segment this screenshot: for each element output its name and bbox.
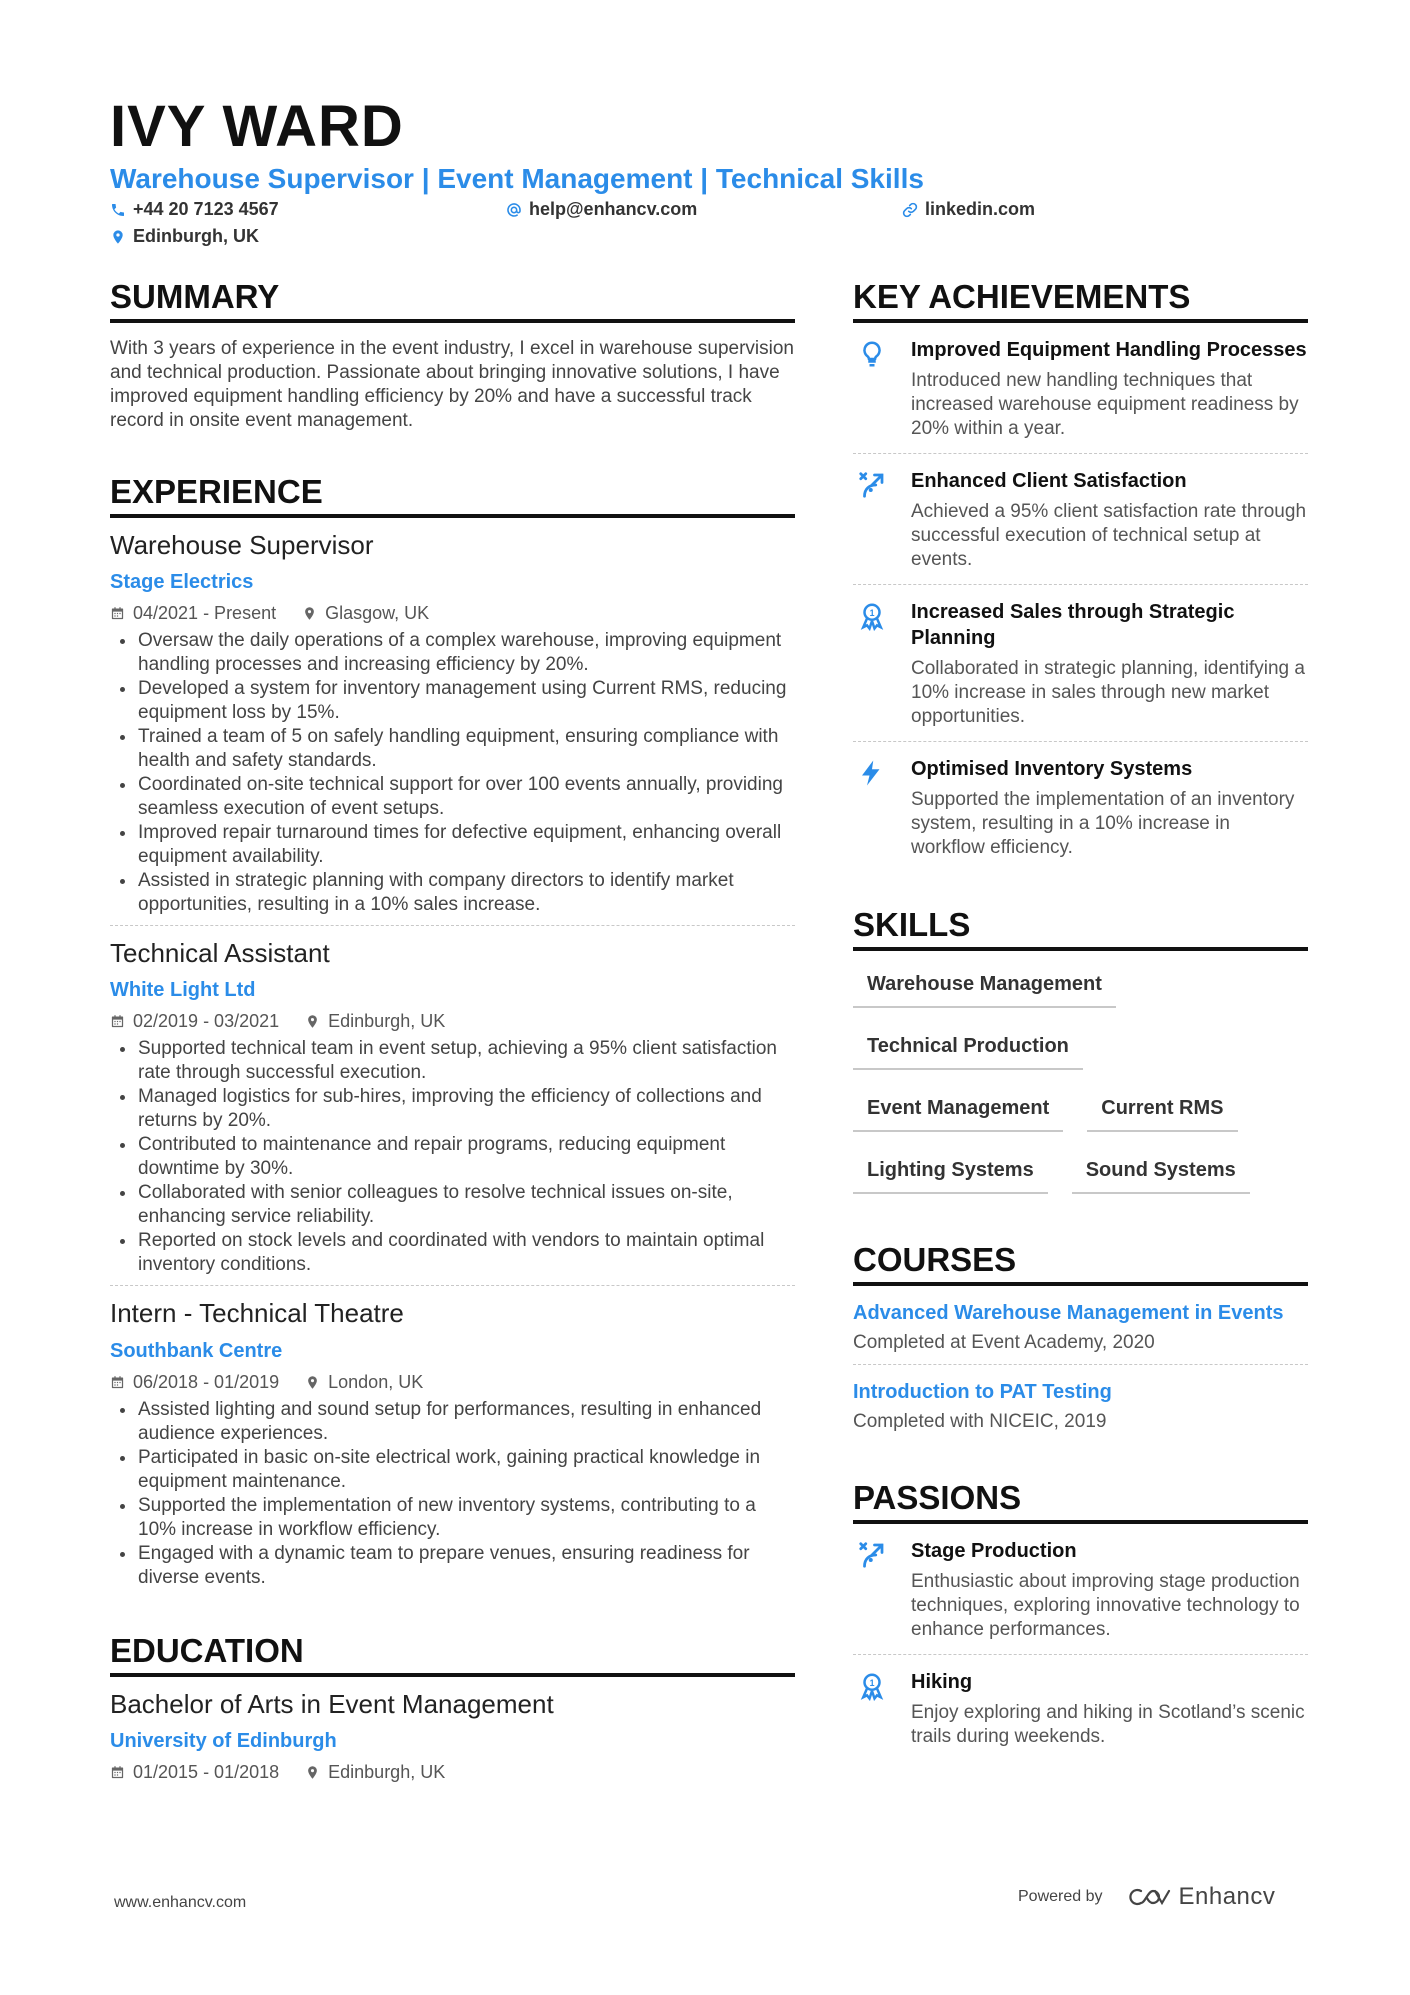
location-pin-icon [305, 1375, 320, 1390]
summary-heading: SUMMARY [110, 280, 795, 323]
job-title: Technical Assistant [110, 938, 330, 969]
phone-icon [110, 202, 126, 218]
job-bullets [110, 1398, 795, 1590]
bullet-item: Improved repair turnaround times for defective equipment, enhancing overall equipment availability. [110, 821, 795, 869]
achievement-desc: Achieved a 95% client satisfaction rate through successful execution of technical setup at events. [911, 501, 1307, 570]
achievement-desc: Collaborated in strategic planning, identifying a 10% increase in sales through new market opportunities. [911, 658, 1305, 727]
skills-section [853, 908, 1308, 1211]
bullet-item: Contributed to maintenance and repair programs, reducing equipment downtime by 30%. [110, 1133, 795, 1181]
strategy-icon [857, 1540, 887, 1570]
skill-tag: Warehouse Management [853, 963, 1116, 1008]
link-icon [902, 202, 918, 218]
job-dates [110, 603, 276, 624]
education-item [110, 1677, 795, 1791]
job-dates-text: 02/2019 - 03/2021 [133, 1011, 280, 1032]
course-item [853, 1286, 1308, 1364]
skill-tag: Sound Systems [1072, 1149, 1250, 1194]
location-pin-icon [110, 229, 126, 245]
location-pin-icon [305, 1014, 320, 1029]
achievement-item [853, 453, 1308, 584]
experience-section [110, 475, 795, 1598]
bullet-item: Managed logistics for sub-hires, improving the efficiency of collections and returns by 20%. [110, 1085, 795, 1133]
medal-icon [857, 1671, 887, 1701]
education-section [110, 1631, 795, 1791]
achievements-heading: KEY ACHIEVEMENTS [853, 280, 1308, 323]
achievement-item [853, 584, 1308, 741]
calendar-icon [110, 606, 125, 621]
degree-title: Bachelor of Arts in Event Management [110, 1688, 554, 1719]
svg-text:1: 1 [869, 608, 875, 618]
education-meta [110, 1762, 795, 1783]
bullet-item: Engaged with a dynamic team to prepare venues, ensuring readiness for diverse events. [110, 1542, 795, 1590]
location-pin-icon [305, 1765, 320, 1780]
achievements-section [853, 280, 1308, 872]
bullet-item: Supported technical team in event setup, achieving a 95% client satisfaction rate through successful execution. [110, 1037, 795, 1085]
company-name: White Light Ltd [110, 979, 256, 1002]
courses-heading: COURSES [853, 1243, 1308, 1286]
education-dates [110, 1762, 279, 1783]
experience-item [110, 518, 795, 925]
right-column [853, 280, 1308, 1761]
achievement-desc: Introduced new handling techniques that increased warehouse equipment readiness by 20% within a year. [911, 370, 1299, 439]
job-meta [110, 1372, 795, 1393]
experience-heading: EXPERIENCE [110, 475, 795, 518]
achievement-title: Improved Equipment Handling Processes [911, 339, 1307, 361]
skill-tag: Lighting Systems [853, 1149, 1048, 1194]
candidate-headline: Warehouse Supervisor | Event Management | Technical Skills [110, 163, 924, 194]
skills-heading: SKILLS [853, 908, 1308, 951]
course-item [853, 1364, 1308, 1443]
bullet-item: Developed a system for inventory management using Current RMS, reducing equipment loss by 15%. [110, 677, 795, 725]
footer-brand [1018, 1883, 1275, 1911]
achievement-desc: Supported the implementation of an inventory system, resulting in a 10% increase in workflow efficiency. [911, 789, 1295, 858]
linkedin-text[interactable]: linkedin.com [925, 199, 1036, 219]
achievement-item [853, 741, 1308, 872]
lightning-icon [857, 758, 887, 788]
contact-email[interactable] [506, 199, 697, 220]
calendar-icon [110, 1765, 125, 1780]
skill-tag: Technical Production [853, 1025, 1083, 1070]
lightbulb-icon [857, 339, 887, 369]
passion-title: Hiking [911, 1671, 973, 1693]
experience-item [110, 925, 795, 1285]
passions-heading: PASSIONS [853, 1481, 1308, 1524]
education-location [305, 1762, 445, 1783]
location-pin-icon [302, 606, 317, 621]
achievement-title: Enhanced Client Satisfaction [911, 470, 1187, 492]
company-name: Stage Electrics [110, 571, 254, 594]
passion-item [853, 1524, 1308, 1654]
at-sign-icon [506, 202, 522, 218]
footer-website[interactable]: www.enhancv.com [114, 1894, 247, 1911]
medal-icon [857, 601, 887, 631]
job-location-text: London, UK [328, 1371, 424, 1392]
education-dates-text: 01/2015 - 01/2018 [133, 1761, 280, 1782]
location-text: Edinburgh, UK [133, 226, 259, 246]
passion-item [853, 1654, 1308, 1761]
job-location [305, 1372, 423, 1393]
job-bullets [110, 1037, 795, 1277]
experience-item [110, 1285, 795, 1597]
job-dates [110, 1372, 279, 1393]
passion-desc: Enjoy exploring and hiking in Scotland’s scenic trails during weekends. [911, 1702, 1305, 1747]
passion-desc: Enthusiastic about improving stage production techniques, exploring innovative technology to enhance performances. [911, 1571, 1300, 1640]
passions-section [853, 1481, 1308, 1761]
calendar-icon [110, 1014, 125, 1029]
job-meta [110, 603, 795, 624]
skills-list [853, 963, 1308, 1211]
bullet-item: Reported on stock levels and coordinated with vendors to maintain optimal inventory conditions. [110, 1229, 795, 1277]
bullet-item: Supported the implementation of new inventory systems, contributing to a 10% increase in workflow efficiency. [110, 1494, 795, 1542]
strategy-icon [857, 470, 887, 500]
course-sub: Completed with NICEIC, 2019 [853, 1411, 1107, 1432]
email-text[interactable]: help@enhancv.com [529, 199, 698, 219]
job-dates [110, 1011, 279, 1032]
course-title: Introduction to PAT Testing [853, 1381, 1112, 1403]
contact-phone [110, 199, 279, 220]
left-column [110, 280, 795, 1791]
passion-title: Stage Production [911, 1540, 1077, 1562]
courses-section [853, 1243, 1308, 1443]
achievement-title: Optimised Inventory Systems [911, 758, 1193, 780]
summary-text: With 3 years of experience in the event industry, I excel in warehouse supervision and technical production. Passionate about bringing innovative solutions, I have improved equipment handling efficiency by 20% and have a successful track record in onsite event management. [110, 338, 794, 431]
calendar-icon [110, 1375, 125, 1390]
skill-tag: Current RMS [1087, 1087, 1237, 1132]
job-title: Intern - Technical Theatre [110, 1298, 404, 1329]
bullet-item: Assisted in strategic planning with company directors to identify market opportunities, resulting in a 10% sales increase. [110, 869, 795, 917]
skill-tag: Event Management [853, 1087, 1063, 1132]
enhancv-logo-icon [1127, 1885, 1171, 1909]
job-meta [110, 1011, 795, 1032]
candidate-name: IVY WARD [110, 94, 404, 159]
enhancv-logo[interactable] [1127, 1883, 1276, 1911]
job-dates-text: 04/2021 - Present [133, 603, 277, 624]
course-sub: Completed at Event Academy, 2020 [853, 1332, 1155, 1353]
powered-by-text: Powered by [1018, 1888, 1103, 1905]
contact-linkedin[interactable] [902, 199, 1035, 220]
company-name: Southbank Centre [110, 1339, 283, 1362]
bullet-item: Collaborated with senior colleagues to resolve technical issues on-site, enhancing service reliability. [110, 1181, 795, 1229]
education-heading: EDUCATION [110, 1634, 795, 1677]
bullet-item: Trained a team of 5 on safely handling equipment, ensuring compliance with health and safety standards. [110, 725, 795, 773]
phone-text: +44 20 7123 4567 [133, 199, 279, 219]
achievement-title: Increased Sales through Strategic Planning [911, 601, 1235, 649]
job-bullets [110, 629, 795, 917]
bullet-item: Coordinated on-site technical support for over 100 events annually, providing seamless execution of event setups. [110, 773, 795, 821]
job-location [302, 603, 429, 624]
bullet-item: Assisted lighting and sound setup for performances, resulting in enhanced audience experiences. [110, 1398, 795, 1446]
job-title: Warehouse Supervisor [110, 530, 374, 560]
course-title: Advanced Warehouse Management in Events [853, 1302, 1284, 1324]
contact-location [110, 226, 259, 247]
bullet-item: Participated in basic on-site electrical work, gaining practical knowledge in equipment maintenance. [110, 1446, 795, 1494]
brand-text: Enhancv [1178, 1883, 1276, 1910]
summary-section [110, 280, 795, 433]
school-name: University of Edinburgh [110, 1729, 337, 1752]
bullet-item: Oversaw the daily operations of a complex warehouse, improving equipment handling processes and increasing efficiency by 20%. [110, 629, 795, 677]
job-location [305, 1011, 445, 1032]
job-location-text: Edinburgh, UK [328, 1011, 446, 1032]
achievement-item [853, 323, 1308, 453]
education-location-text: Edinburgh, UK [328, 1761, 446, 1782]
job-location-text: Glasgow, UK [325, 603, 430, 624]
job-dates-text: 06/2018 - 01/2019 [133, 1371, 280, 1392]
svg-text:1: 1 [869, 1678, 875, 1688]
